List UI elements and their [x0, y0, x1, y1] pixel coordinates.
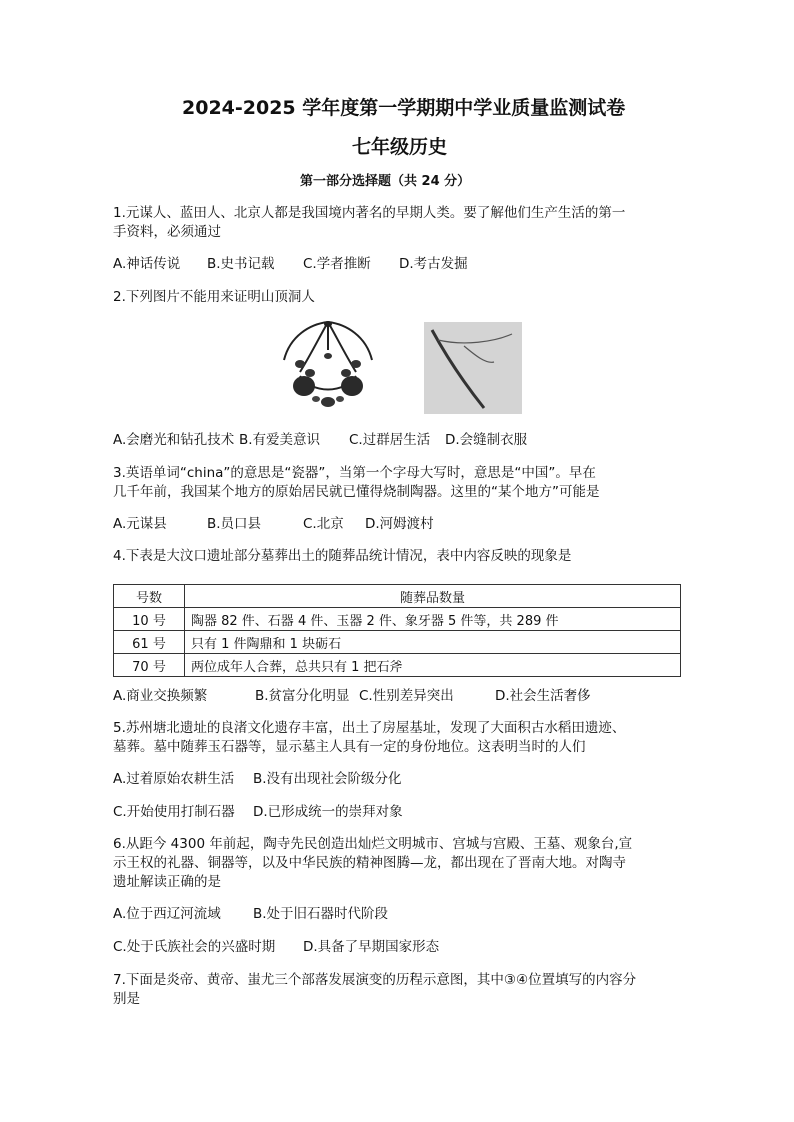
- q3-line-1: 3.英语单词“china”的意思是“瓷器”，当第一个字母大写时，意思是“中国”。早在: [113, 465, 596, 481]
- q1-line-2: 手资料，必须通过: [113, 224, 221, 240]
- table-cell: 两位成年人合葬，总共只有 1 把石斧: [185, 654, 681, 677]
- q3-options: [113, 514, 434, 534]
- q6-option-b[interactable]: B.处于旧石器时代阶段: [253, 906, 389, 922]
- q4-option-d[interactable]: D.社会生活奢侈: [495, 688, 591, 704]
- q2-line-1: 2.下列图片不能用来证明山顶洞人: [113, 289, 315, 305]
- q5-option-b[interactable]: B.没有出现社会阶级分化: [253, 771, 402, 787]
- table-cell: 陶器 82 件、石器 4 件、玉器 2 件、象牙器 5 件等，共 289 件: [185, 608, 681, 631]
- table-cell: 10 号: [114, 608, 185, 631]
- table-header-number: 号数: [114, 585, 185, 608]
- table-row: [114, 631, 681, 654]
- q5-options-row-2: [113, 802, 403, 822]
- q3-option-b[interactable]: B.员口县: [207, 516, 262, 532]
- q6-option-a[interactable]: A.位于西辽河流域: [113, 906, 221, 922]
- table-cell: 70 号: [114, 654, 185, 677]
- q6-line-1: 6.从距今 4300 年前起，陶寺先民创造出灿烂文明城市、宫城与宫殿、王墓、观象台,宣: [113, 836, 633, 852]
- q1-option-c[interactable]: C.学者推断: [303, 256, 371, 272]
- q5-option-a[interactable]: A.过着原始农耕生活: [113, 771, 235, 787]
- q1-line-1: 1.元谋人、蓝田人、北京人都是我国境内著名的早期人类。要了解他们生产生活的第一: [113, 205, 626, 221]
- table-cell: 只有 1 件陶鼎和 1 块砺石: [185, 631, 681, 654]
- q6-line-3: 遗址解读正确的是: [113, 874, 221, 890]
- q5-line-1: 5.苏州塘北遗址的良渚文化遗存丰富，出土了房屋基址，发现了大面积古水稻田遗迹、: [113, 720, 626, 736]
- q4-option-a[interactable]: A.商业交换频繁: [113, 688, 208, 704]
- q3-option-d[interactable]: D.河姆渡村: [365, 516, 434, 532]
- bone-needle-image: [424, 322, 522, 414]
- q5-options-row-1: [113, 769, 402, 789]
- q3-option-c[interactable]: C.北京: [303, 516, 344, 532]
- q7-line-1: 7.下面是炎帝、黄帝、蚩尤三个部落发展演变的历程示意图，其中③④位置填写的内容分: [113, 972, 637, 988]
- q6-option-d[interactable]: D.具备了早期国家形态: [303, 939, 440, 955]
- q4-option-b[interactable]: B.贫富分化明显: [255, 688, 350, 704]
- q2-options: [113, 430, 527, 450]
- table-cell: 61 号: [114, 631, 185, 654]
- q3-line-2: 几千年前，我国某个地方的原始居民就已懂得烧制陶器。这里的“某个地方”可能是: [113, 484, 600, 500]
- q6-line-2: 示王权的礼器、铜器等，以及中华民族的精神图腾—龙，都出现在了晋南大地。对陶寺: [113, 855, 626, 871]
- q2-option-d[interactable]: D.会缝制衣服: [445, 432, 528, 448]
- table-header-goods: 随葬品数量: [185, 585, 681, 608]
- exam-title: 2024-2025 学年度第一学期期中学业质量监测试卷: [182, 97, 626, 119]
- q4-line-1: 4.下表是大汶口遗址部分墓葬出土的随葬品统计情况，表中内容反映的现象是: [113, 548, 572, 564]
- burial-goods-table: [113, 584, 681, 677]
- exam-subtitle: 七年级历史: [352, 136, 448, 158]
- q6-options-row-2: [113, 937, 439, 957]
- q5-line-2: 墓葬。墓中随葬玉石器等，显示墓主人具有一定的身份地位。这表明当时的人们: [113, 739, 586, 755]
- table-header-row: [114, 585, 681, 608]
- q1-options: [113, 254, 468, 274]
- q1-option-b[interactable]: B.史书记载: [207, 256, 275, 272]
- necklace-image: [270, 316, 386, 416]
- q3-option-a[interactable]: A.元谋县: [113, 516, 167, 532]
- q6-options-row-1: [113, 904, 388, 924]
- q4-option-c[interactable]: C.性别差异突出: [359, 688, 454, 704]
- q1-option-a[interactable]: A.神话传说: [113, 256, 181, 272]
- q5-option-c[interactable]: C.开始使用打制石器: [113, 804, 235, 820]
- q4-options: [113, 686, 591, 706]
- q1-option-d[interactable]: D.考古发掘: [399, 256, 468, 272]
- q5-option-d[interactable]: D.已形成统一的崇拜对象: [253, 804, 403, 820]
- q2-option-b[interactable]: B.有爱美意识: [239, 432, 321, 448]
- q6-option-c[interactable]: C.处于氏族社会的兴盛时期: [113, 939, 276, 955]
- table-row: [114, 654, 681, 677]
- q2-option-a[interactable]: A.会磨光和钻孔技术: [113, 432, 235, 448]
- section-heading: 第一部分选择题（共 24 分）: [300, 174, 471, 189]
- table-row: [114, 608, 681, 631]
- q2-option-c[interactable]: C.过群居生活: [349, 432, 431, 448]
- q7-line-2: 别是: [113, 991, 140, 1007]
